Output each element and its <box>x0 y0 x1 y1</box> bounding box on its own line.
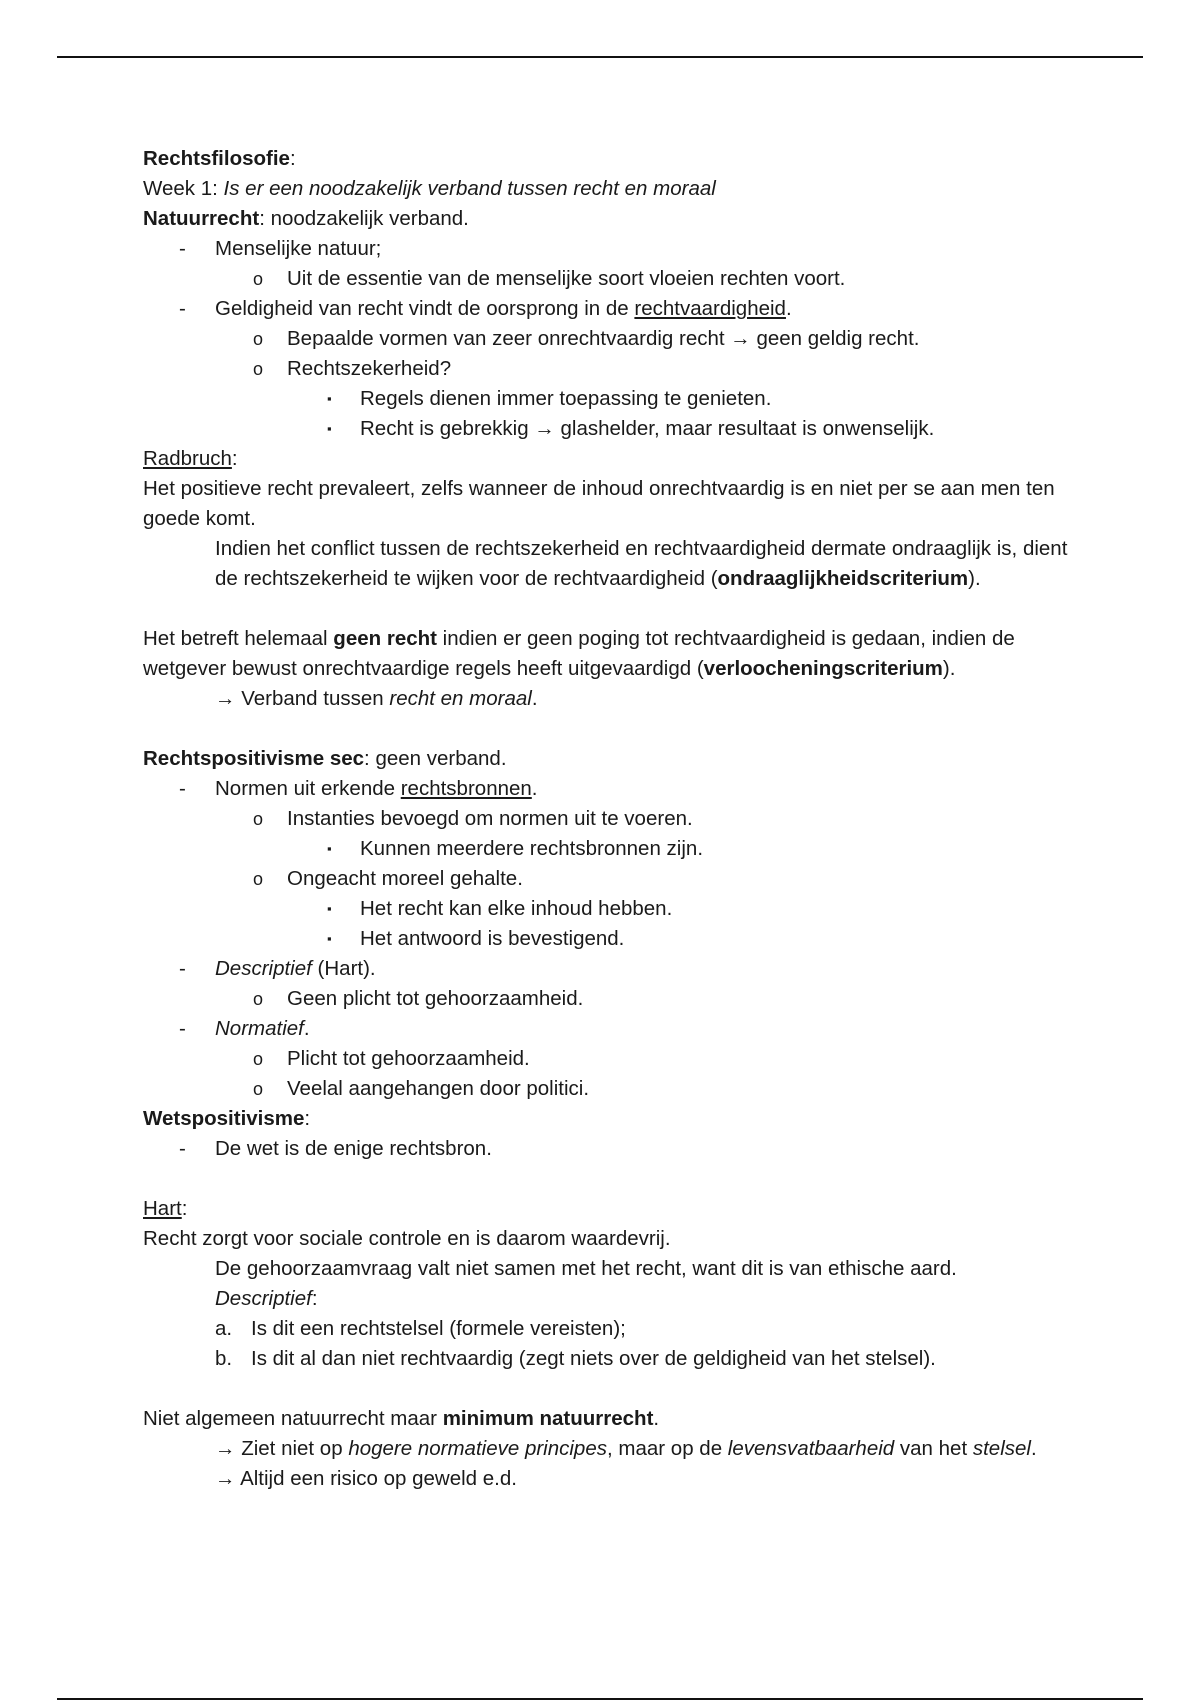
list-item: o Ongeacht moreel gehalte. <box>253 867 523 890</box>
paragraph: Niet algemeen natuurrecht maar minimum natuurrecht. <box>143 1407 660 1430</box>
list-item: o Plicht tot gehoorzaamheid. <box>253 1047 530 1070</box>
list-item: o Uit de essentie van de menselijke soort vloeien rechten voort. <box>253 267 846 290</box>
arrow-line: → Ziet niet op hogere normatieve principes, maar op de levensvatbaarheid van het stelsel. <box>215 1437 1037 1460</box>
list-item: o Rechtszekerheid? <box>253 357 452 380</box>
document-body <box>143 144 1073 1494</box>
natuurrecht-heading: Natuurrecht: noodzakelijk verband. <box>143 207 469 230</box>
paragraph: De gehoorzaamvraag valt niet samen met het recht, want dit is van ethische aard. <box>215 1257 957 1280</box>
list-item: o Bepaalde vormen van zeer onrechtvaardig recht → geen geldig recht. <box>253 327 920 350</box>
paragraph: Indien het conflict tussen de rechtszekerheid en rechtvaardigheid dermate ondraaglijk is, dient de rechtszekerheid te wijken voor de rechtvaardigheid (ondraaglijkheidscriterium). <box>215 537 1068 590</box>
list-item: ▪ Kunnen meerdere rechtsbronnen zijn. <box>327 837 704 860</box>
list-item: o Veelal aangehangen door politici. <box>253 1077 590 1100</box>
week-question: Is er een noodzakelijk verband tussen recht en moraal <box>223 177 716 200</box>
header-rule <box>57 56 1143 58</box>
wetspositivisme-heading: Wetspositivisme: <box>143 1107 311 1130</box>
list-item: b. Is dit al dan niet rechtvaardig (zegt niets over de geldigheid van het stelsel). <box>215 1347 936 1370</box>
paragraph: Het positieve recht prevaleert, zelfs wanneer de inhoud onrechtvaardig is en niet per se aan men ten goede komt. <box>143 477 1055 530</box>
paragraph: Recht zorgt voor sociale controle en is daarom waardevrij. <box>143 1227 671 1250</box>
list-item: ▪ Recht is gebrekkig → glashelder, maar resultaat is onwenselijk. <box>327 417 935 440</box>
radbruch-heading: Radbruch: <box>143 447 238 470</box>
week-line: Week 1: Is er een noodzakelijk verband tussen recht en moraal <box>143 177 716 200</box>
list-item: - De wet is de enige rechtsbron. <box>179 1137 492 1160</box>
list-item: - Descriptief (Hart). <box>179 957 376 980</box>
list-item: ▪ Regels dienen immer toepassing te genieten. <box>327 387 772 410</box>
list-item: - Menselijke natuur; <box>179 237 382 260</box>
descriptief-label: Descriptief: <box>215 1287 318 1310</box>
list-item: a. Is dit een rechtstelsel (formele vereisten); <box>215 1317 626 1340</box>
list-item: o Instanties bevoegd om normen uit te voeren. <box>253 807 693 830</box>
paragraph: Het betreft helemaal geen recht indien er geen poging tot rechtvaardigheid is gedaan, indien de wetgever bewust onrechtvaardige regels heeft uitgevaardigd (verloocheningscriterium). <box>143 627 1015 680</box>
arrow-line: → Altijd een risico op geweld e.d. <box>215 1467 517 1490</box>
hart-heading: Hart: <box>143 1197 188 1220</box>
list-item: ▪ Het antwoord is bevestigend. <box>327 927 625 950</box>
list-item: o Geen plicht tot gehoorzaamheid. <box>253 987 584 1010</box>
document-title: Rechtsfilosofie <box>143 147 290 170</box>
list-item: - Geldigheid van recht vindt de oorsprong in de rechtvaardigheid. <box>179 297 792 320</box>
arrow-line: → Verband tussen recht en moraal. <box>215 687 538 710</box>
document-title-line: Rechtsfilosofie: <box>143 147 296 170</box>
list-item: - Normen uit erkende rechtsbronnen. <box>179 777 538 800</box>
list-item: ▪ Het recht kan elke inhoud hebben. <box>327 897 673 920</box>
list-item: - Normatief. <box>179 1017 310 1040</box>
positivisme-heading: Rechtspositivisme sec: geen verband. <box>143 747 507 770</box>
